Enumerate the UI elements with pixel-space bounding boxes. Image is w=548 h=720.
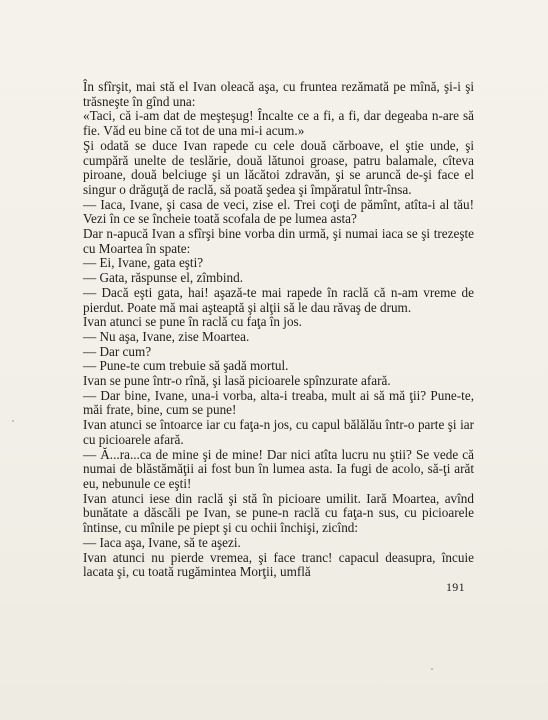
- paragraph: — Dar bine, Ivane, una-i vorba, alta-i treaba, mult ai să mă ţii? Pune-te, măi frate, bine, cum se pune!: [83, 387, 474, 418]
- paragraph: — Iaca, Ivane, şi casa de veci, zise el. Trei coţi de pămînt, atîta-i al tău! Vezi în ce se încheie toată scofala de pe lumea asta?: [83, 196, 474, 227]
- paper-speck: [431, 668, 433, 670]
- paragraph: — Gata, răspunse el, zîmbind.: [83, 270, 244, 286]
- paragraph: — Ei, Ivane, gata eşti?: [83, 255, 204, 271]
- paragraph: — Iaca aşa, Ivane, să te aşezi.: [83, 534, 241, 550]
- paragraph: — Pune-te cum trebuie să şadă mortul.: [83, 358, 289, 374]
- paragraph: Ivan atunci nu pierde vremea, şi face tranc! capacul deasupra, încuie lacata şi, cu toată rugămintea Morţii, umflă: [83, 549, 474, 580]
- paper-speck: [12, 420, 14, 422]
- body-text: [83, 80, 474, 580]
- paragraph: — Dar cum?: [83, 343, 152, 359]
- paragraph: În sfîrşit, mai stă el Ivan oleacă aşa, cu fruntea rezămată pe mînă, şi-i şi trăsneşte în gînd una:: [83, 79, 474, 109]
- paragraph: Şi odată se duce Ivan rapede cu cele două cărboave, el ştie unde, şi cumpără unelte de teslărie, două lătunoi groase, patru balamale, cîteva piroane, două belciuge şi un lăcătoi zdravăn, şi se aruncă de-şi face el singur o drăguţă de raclă, să poată şedea şi împăratul într-însa.: [83, 137, 474, 197]
- paragraph: Dar n-apucă Ivan a sfîrşi bine vorba din urmă, şi numai iaca se şi trezeşte cu Moartea în spate:: [83, 226, 474, 256]
- paragraph: Ivan atunci se pune în raclă cu faţa în jos.: [83, 314, 302, 330]
- page-number: 191: [446, 580, 465, 594]
- paragraph: — Dacă eşti gata, hai! aşază-te mai rapede în raclă că n-am vreme de pierdut. Poate mă mai aşteaptă şi alţii să le dau răvaş de drum.: [83, 284, 474, 315]
- paragraph: Ivan se pune într-o rînă, şi lasă picioarele spînzurate afară.: [83, 373, 391, 389]
- paragraph: Ivan atunci se întoarce iar cu faţa-n jos, cu capul bălălău într-o parte şi iar cu picioarele afară.: [83, 417, 474, 447]
- paragraph: Ivan atunci iese din raclă şi stă în picioare umilit. Iară Moartea, avînd bunătate a dăscăli pe Ivan, se pune-n raclă cu faţa-n sus, cu picioarele întinse, cu mînile pe piept şi cu ochii închişi, zicînd:: [83, 490, 474, 536]
- paragraph: — Ă...ra...ca de mine şi de mine! Dar nici atîta lucru nu ştii? Se vede că numai de blăstămăţii ai fost bun în lumea asta. Ia fugi de acolo, să-ţi arăt eu, nebunule ce eşti!: [83, 446, 474, 491]
- paragraph: — Nu aşa, Ivane, zise Moartea.: [83, 328, 250, 344]
- paragraph: «Taci, că i-am dat de meşteşug! Încalte ce a fi, a fi, dar degeaba n-are să fie. Văd eu bine că tot de una mi-i acum.»: [83, 108, 474, 139]
